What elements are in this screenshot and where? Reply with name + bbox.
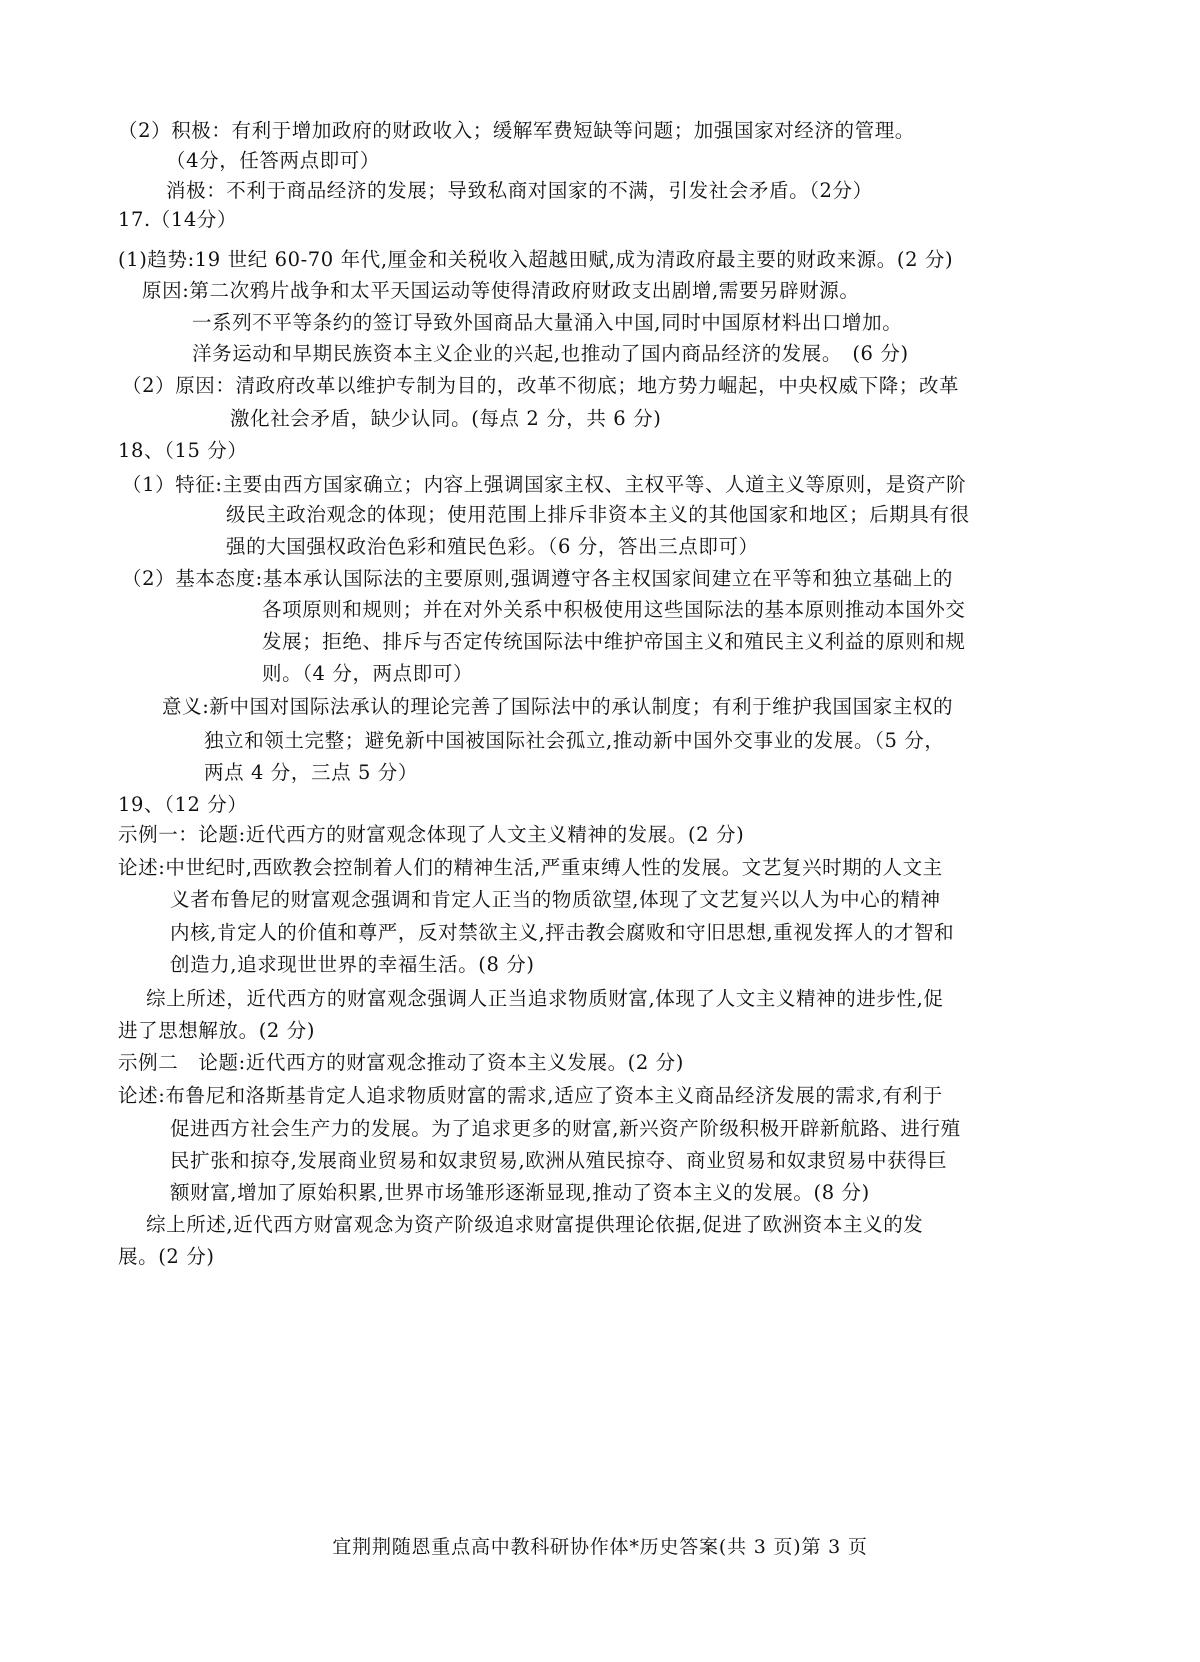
text-line: 综上所述，近代西方的财富观念强调人正当追求物质财富,体现了人文主义精神的进步性,促 <box>146 987 944 1010</box>
text-line: 促进西方社会生产力的发展。为了追求更多的财富,新兴资产阶级积极开辟新航路、进行殖 <box>170 1117 961 1140</box>
text-line: 意义:新中国对国际法承认的理论完善了国际法中的承认制度；有利于维护我国国家主权的 <box>162 695 954 718</box>
text-line: 示例二 论题:近代西方的财富观念推动了资本主义发展。(2 分) <box>118 1051 684 1074</box>
text-line: (1)趋势:19 世纪 60-70 年代,厘金和关税收入超越田赋,成为清政府最主要的财政来源。(2 分) <box>118 248 954 271</box>
text-line: 激化社会矛盾，缺少认同。(每点 2 分，共 6 分) <box>230 407 662 430</box>
text-line: 内核,肯定人的价值和尊严，反对禁欲主义,抨击教会腐败和守旧思想,重视发挥人的才智和 <box>170 921 955 944</box>
text-line: 展。(2 分) <box>118 1245 215 1268</box>
text-line: 创造力,追求现世世界的幸福生活。(8 分) <box>170 953 535 976</box>
text-line: 18、（15 分） <box>118 439 248 462</box>
text-line: 论述:布鲁尼和洛斯基肯定人追求物质财富的需求,适应了资本主义商品经济发展的需求,有利于 <box>118 1084 943 1107</box>
text-line: （2）基本态度:基本承认国际法的主要原则,强调遵守各主权国家间建立在平等和独立基础上的 <box>122 567 953 590</box>
text-line: （2）积极：有利于增加政府的财政收入；缓解军费短缺等问题；加强国家对经济的管理。 <box>118 119 915 142</box>
text-line: 综上所述,近代西方财富观念为资产阶级追求财富提供理论依据,促进了欧洲资本主义的发 <box>146 1213 924 1236</box>
text-line: 一系列不平等条约的签订导致外国商品大量涌入中国,同时中国原材料出口增加。 <box>192 311 903 334</box>
text-line: 额财富,增加了原始积累,世界市场雏形逐渐显现,推动了资本主义的发展。(8 分) <box>170 1181 870 1204</box>
text-line: 发展；拒绝、排斥与否定传统国际法中维护帝国主义和殖民主义利益的原则和规 <box>262 630 966 653</box>
text-line: 消极：不利于商品经济的发展；导致私商对国家的不满，引发社会矛盾。（2分） <box>166 179 873 202</box>
text-line: 强的大国强权政治色彩和殖民色彩。（6 分，答出三点即可） <box>226 535 759 558</box>
text-line: 两点 4 分，三点 5 分） <box>204 761 419 784</box>
text-line: （4分，任答两点即可） <box>166 149 381 172</box>
text-line: （1）特征:主要由西方国家确立；内容上强调国家主权、主权平等、人道主义等原则，是资产阶 <box>122 473 967 496</box>
text-line: 民扩张和掠夺,发展商业贸易和奴隶贸易,欧洲从殖民掠夺、商业贸易和奴隶贸易中获得巨 <box>170 1149 948 1172</box>
page-footer: 宜荆荆随恩重点高中教科研协作体*历史答案(共 3 页)第 3 页 <box>332 1536 868 1558</box>
text-line: 则。（4 分，两点即可） <box>262 662 474 685</box>
text-line: 原因:第二次鸦片战争和太平天国运动等使得清政府财政支出剧增,需要另辟财源。 <box>142 279 860 302</box>
text-line: 级民主政治观念的体现；使用范围上排斥非资本主义的其他国家和地区；后期具有很 <box>226 503 970 526</box>
text-line: （2）原因：清政府改革以维护专制为目的，改革不彻底；地方势力崛起，中央权威下降；改革 <box>122 374 960 397</box>
text-line: 义者布鲁尼的财富观念强调和肯定人正当的物质欲望,体现了文艺复兴以人为中心的精神 <box>170 888 941 911</box>
text-line: 洋务运动和早期民族资本主义企业的兴起,也推动了国内商品经济的发展。 (6 分) <box>192 342 909 365</box>
text-line: 17.（14分） <box>118 208 238 231</box>
text-line: 进了思想解放。(2 分) <box>118 1019 316 1042</box>
text-line: 论述:中世纪时,西欧教会控制着人们的精神生活,严重束缚人性的发展。文艺复兴时期的人文主 <box>118 856 943 879</box>
text-line: 独立和领土完整；避免新中国被国际社会孤立,推动新中国外交事业的发展。（5 分， <box>204 729 945 752</box>
text-line: 19、（12 分） <box>118 793 248 816</box>
text-line: 示例一：论题:近代西方的财富观念体现了人文主义精神的发展。(2 分) <box>118 823 745 846</box>
text-line: 各项原则和规则；并在对外关系中积极使用这些国际法的基本原则推动本国外交 <box>262 598 966 621</box>
